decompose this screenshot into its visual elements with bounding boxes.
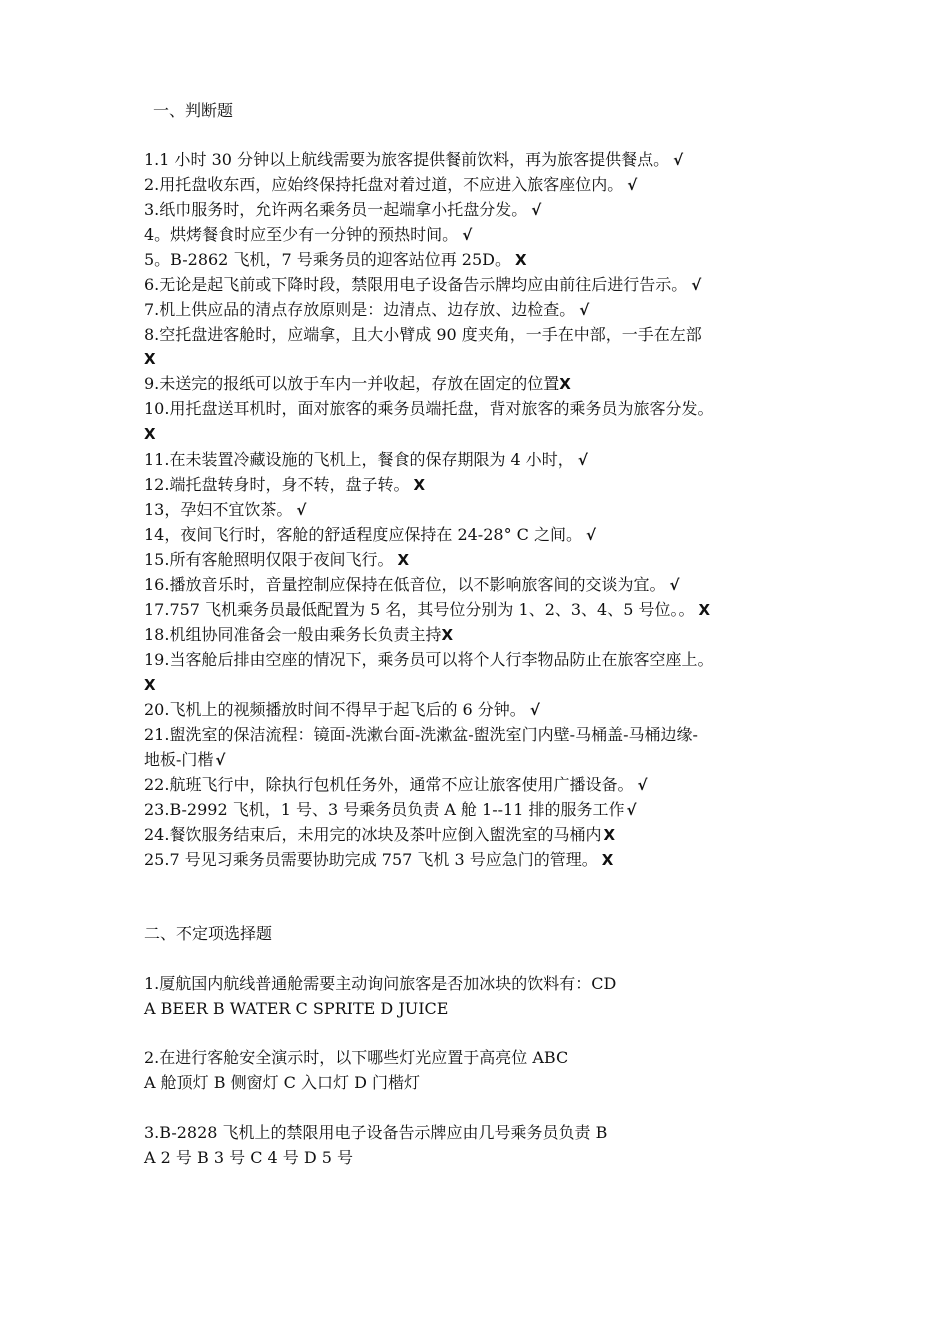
answer-mark: X: [559, 375, 571, 393]
choice-question-2: 2.在进行客舱安全演示时，以下哪些灯光应置于高亮位 ABC: [144, 1048, 569, 1067]
judgment-item-13: 13，孕妇不宜饮茶。 √: [144, 500, 307, 519]
judgment-item-10: 10.用托盘送耳机时，面对旅客的乘务员端托盘，背对旅客的乘务员为旅客分发。: [144, 399, 714, 418]
judgment-item-17: 17.757 飞机乘务员最低配置为 5 名，其号位分别为 1、2、3、4、5 号位。。 X: [144, 600, 711, 619]
judgment-item-22: 22.航班飞行中，除执行包机任务外，通常不应让旅客使用广播设备。 √: [144, 775, 648, 794]
judgment-item-6: 6.无论是起飞前或下降时段，禁限用电子设备告示牌均应由前往后进行告示。 √: [144, 275, 702, 294]
judgment-item-4: 4。烘烤餐食时应至少有一分钟的预热时间。 √: [144, 225, 473, 244]
answer-mark: X: [698, 601, 711, 619]
answer-mark: √: [586, 526, 597, 544]
judgment-item-15: 15.所有客舱照明仅限于夜间飞行。 X: [144, 550, 410, 569]
choice-question-1: 1.厦航国内航线普通舱需要主动询问旅客是否加冰块的饮料有：CD: [144, 974, 617, 993]
judgment-item-5: 5。B-2862 飞机，7 号乘务员的迎客站位再 25D。 X: [144, 250, 527, 269]
judgment-item-11: 11.在未装置冷藏设施的飞机上，餐食的保存期限为 4 小时， √: [144, 450, 588, 469]
answer-mark: X: [515, 251, 527, 269]
choice-options-3: A 2 号 B 3 号 C 4 号 D 5 号: [144, 1148, 354, 1167]
judgment-item-1: 1.1 小时 30 分钟以上航线需要为旅客提供餐前饮料，再为旅客提供餐点。 √: [144, 150, 684, 169]
judgment-item-21-cont: 地板-门楷 √: [144, 750, 226, 769]
answer-mark: √: [577, 451, 588, 469]
answer-mark: √: [296, 501, 307, 519]
answer-mark: X: [601, 851, 614, 869]
answer-mark: X: [144, 350, 156, 368]
answer-mark: √: [215, 751, 226, 769]
section1-title: 一、判断题: [153, 101, 234, 120]
answer-mark: √: [531, 201, 542, 219]
judgment-item-18: 18.机组协同准备会一般由乘务长负责主持X: [144, 625, 454, 644]
choice-options-1: A BEER B WATER C SPRITE D JUICE: [144, 999, 449, 1018]
judgment-item-23: 23.B-2992 飞机，1 号、3 号乘务员负责 A 舱 1--11 排的服务工作 √: [144, 800, 637, 819]
judgment-item-10-mark-line: [144, 423, 156, 445]
choice-question-3: 3.B-2828 飞机上的禁限用电子设备告示牌应由几号乘务员负责 B: [144, 1123, 608, 1142]
answer-mark: √: [627, 176, 638, 194]
choice-options-2: A 舱顶灯 B 侧窗灯 C 入口灯 D 门楷灯: [144, 1073, 420, 1092]
judgment-item-14: 14，夜间飞行时，客舱的舒适程度应保持在 24-28° C 之间。 √: [144, 525, 597, 544]
answer-mark: √: [529, 701, 540, 719]
judgment-item-24: 24.餐饮服务结束后，未用完的冰块及茶叶应倒入盥洗室的马桶内 X: [144, 825, 616, 844]
judgment-item-21: 21.盥洗室的保洁流程：镜面-洗漱台面-洗漱盆-盥洗室门内壁-马桶盖-马桶边缘-: [144, 725, 698, 744]
judgment-item-12: 12.端托盘转身时，身不转，盘子转。 X: [144, 475, 426, 494]
answer-mark: X: [441, 626, 454, 644]
answer-mark: √: [669, 576, 680, 594]
judgment-item-9: 9.未送完的报纸可以放于车内一并收起，存放在固定的位置X: [144, 374, 571, 393]
judgment-item-25: 25.7 号见习乘务员需要协助完成 757 飞机 3 号应急门的管理。 X: [144, 850, 614, 869]
section2-title: 二、不定项选择题: [144, 924, 273, 943]
judgment-item-8-mark-line: [144, 348, 156, 370]
judgment-item-20: 20.飞机上的视频播放时间不得早于起飞后的 6 分钟。 √: [144, 700, 540, 719]
answer-mark: √: [579, 301, 590, 319]
answer-mark: √: [673, 151, 684, 169]
judgment-item-2: 2.用托盘收东西，应始终保持托盘对着过道，不应进入旅客座位内。 √: [144, 175, 638, 194]
answer-mark: X: [413, 476, 426, 494]
answer-mark: X: [603, 826, 616, 844]
answer-mark: √: [691, 276, 702, 294]
answer-mark: X: [144, 425, 156, 443]
judgment-item-19-mark-line: [144, 674, 156, 696]
answer-mark: √: [637, 776, 648, 794]
judgment-item-16: 16.播放音乐时，音量控制应保持在低音位，以不影响旅客间的交谈为宜。 √: [144, 575, 680, 594]
answer-mark: X: [144, 676, 156, 694]
judgment-item-8: 8.空托盘进客舱时，应端拿，且大小臂成 90 度夹角，一手在中部，一手在左部: [144, 325, 702, 344]
answer-mark: √: [626, 801, 637, 819]
answer-mark: √: [462, 226, 473, 244]
answer-mark: X: [397, 551, 410, 569]
judgment-item-19: 19.当客舱后排由空座的情况下，乘务员可以将个人行李物品防止在旅客空座上。: [144, 650, 714, 669]
judgment-item-7: 7.机上供应品的清点存放原则是：边清点、边存放、边检查。 √: [144, 300, 590, 319]
judgment-item-3: 3.纸巾服务时，允许两名乘务员一起端拿小托盘分发。 √: [144, 200, 542, 219]
